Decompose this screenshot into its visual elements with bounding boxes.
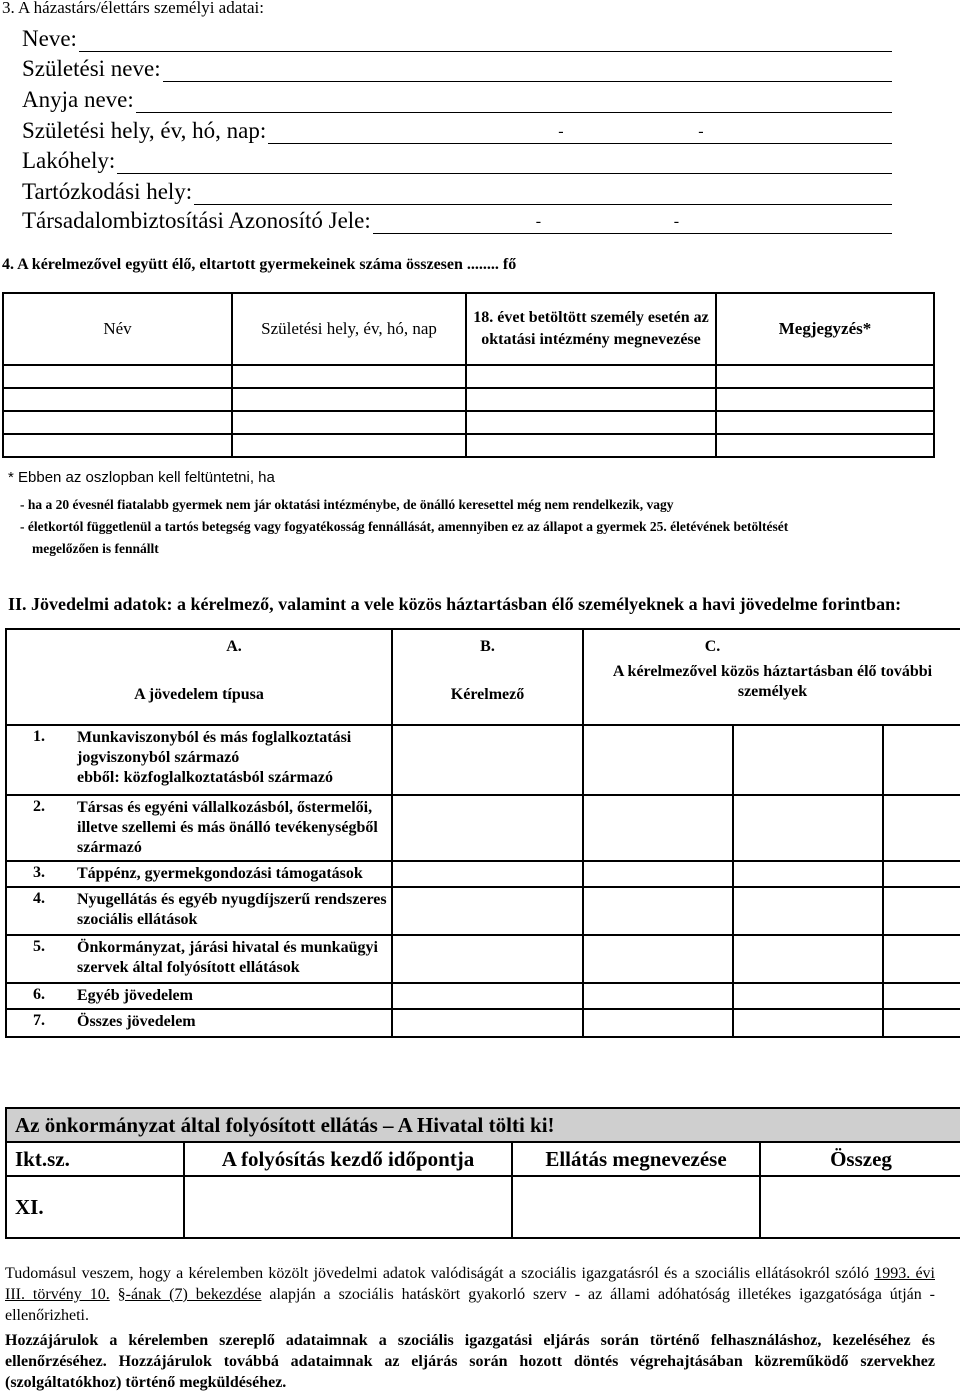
child-cell[interactable] <box>716 434 934 457</box>
office-cell[interactable] <box>512 1176 760 1238</box>
income-row <box>6 983 960 1009</box>
income-row <box>6 861 960 887</box>
income-cell[interactable] <box>583 887 733 935</box>
field-input-line[interactable] <box>268 113 892 144</box>
child-cell[interactable] <box>232 411 466 434</box>
field-input-line[interactable] <box>194 174 892 205</box>
income-row-label-line: Egyéb jövedelem <box>77 987 193 1004</box>
child-cell[interactable] <box>3 434 232 457</box>
field-input-line[interactable] <box>117 143 892 174</box>
col-letter-b: B. <box>480 638 495 655</box>
income-cell[interactable] <box>883 725 960 795</box>
income-cell[interactable] <box>392 795 583 861</box>
income-cell[interactable] <box>733 983 883 1009</box>
income-cell[interactable] <box>733 1009 883 1037</box>
office-col-benefit: Ellátás megnevezése <box>512 1142 760 1176</box>
income-cell[interactable] <box>583 861 733 887</box>
child-cell[interactable] <box>232 365 466 388</box>
income-row-label <box>73 725 392 795</box>
income-cell[interactable] <box>392 935 583 983</box>
child-cell[interactable] <box>466 434 716 457</box>
income-cell[interactable] <box>583 983 733 1009</box>
income-row-label-line: Nyugellátás és egyéb nyugdíjszerű rendszeres <box>77 891 387 908</box>
field-label: Anyja neve: <box>22 87 134 112</box>
field-separator: - <box>673 213 680 230</box>
field-separator: - <box>558 123 564 140</box>
field-label: Neve: <box>22 26 77 51</box>
declaration-paragraph-1: Tudomásul veszem, hogy a kérelemben közölt jövedelmi adatok valódiságát a szociális igazgatásról és a szociális ellátásokról szóló 1993. évi III. törvény 10. §-ának (7) bekezdése alapján a szociális hatáskört gyakorló szerv - az állami adóhatóság illetékes igazgatósága útján - ellenőrizheti. <box>5 1265 936 1324</box>
office-use-table <box>5 1107 960 1239</box>
col-header-others: A kérelmezővel közös háztartásban élő további személyek <box>612 663 933 700</box>
field-row <box>22 144 892 174</box>
office-row-label: XI. <box>6 1176 184 1238</box>
field-input-line[interactable] <box>163 51 892 82</box>
field-label: Lakóhely: <box>22 148 116 173</box>
income-row-label <box>73 983 392 1009</box>
footnote-title: * Ebben az oszlopban kell feltüntetni, ha <box>8 469 275 486</box>
child-cell[interactable] <box>466 388 716 411</box>
col-letter-c: C. <box>704 638 721 655</box>
income-cell[interactable] <box>733 795 883 861</box>
field-label: Születési neve: <box>22 56 161 81</box>
income-cell[interactable] <box>883 887 960 935</box>
income-row-number: 7. <box>6 1009 73 1037</box>
children-table <box>2 292 935 458</box>
income-cell[interactable] <box>883 1009 960 1037</box>
office-header: Az önkormányzat által folyósított ellátás – A Hivatal tölti ki! <box>6 1108 960 1142</box>
col-header-applicant: Kérelmező <box>450 686 525 703</box>
income-cell[interactable] <box>883 795 960 861</box>
income-row-label-line: Táppénz, gyermekgondozási támogatások <box>77 865 363 882</box>
law-link[interactable]: 1993. évi III. törvény 10. <box>5 1265 935 1303</box>
col-header-birth: Születési hely, év, hó, nap <box>232 293 466 365</box>
income-cell[interactable] <box>733 725 883 795</box>
income-cell[interactable] <box>733 861 883 887</box>
col-header-name: Név <box>3 293 232 365</box>
footnote-line: megelőzően is fennállt <box>32 541 159 556</box>
field-row <box>22 204 892 234</box>
field-input-line[interactable] <box>79 21 892 52</box>
child-cell[interactable] <box>3 411 232 434</box>
income-cell[interactable] <box>392 1009 583 1037</box>
col-header-type: A jövedelem típusa <box>134 686 264 703</box>
child-cell[interactable] <box>3 365 232 388</box>
income-cell[interactable] <box>883 983 960 1009</box>
income-row-label-line: illetve szellemi és más önálló tevékenységből <box>77 819 378 836</box>
field-row <box>22 83 892 113</box>
income-cell[interactable] <box>392 983 583 1009</box>
income-cell[interactable] <box>583 795 733 861</box>
child-cell[interactable] <box>3 388 232 411</box>
income-row-number: 3. <box>6 861 73 887</box>
field-input-line[interactable] <box>136 82 892 113</box>
income-cell[interactable] <box>733 935 883 983</box>
field-separator: - <box>535 213 542 230</box>
section4-title: 4. A kérelmezővel együtt élő, eltartott gyermekeinek száma összesen ........ fő <box>2 256 517 273</box>
income-row-label-line: ebből: közfoglalkoztatásból származó <box>77 769 333 786</box>
section2-title: II. Jövedelmi adatok: a kérelmező, valamint a vele közös háztartásban élő személyeknek a havi jövedelme forintban: <box>8 594 902 614</box>
child-cell[interactable] <box>232 388 466 411</box>
income-cell[interactable] <box>392 725 583 795</box>
footnote-line: - életkortól függetlenül a tartós betegség vagy fogyatékosság fennállását, amennyiben ez az állapot a gyermek 25. életévének betöltését <box>20 519 789 534</box>
income-cell[interactable] <box>883 935 960 983</box>
field-separator: - <box>698 123 704 140</box>
col-letter-a: A. <box>226 638 242 655</box>
field-label: Tartózkodási hely: <box>22 179 193 204</box>
footnote-line: - ha a 20 évesnél fiatalabb gyermek nem jár oktatási intézménybe, de önálló keresettel még nem rendelkezik, vagy <box>20 497 674 512</box>
income-row-label <box>73 1009 392 1037</box>
field-row <box>22 22 892 52</box>
child-cell[interactable] <box>716 365 934 388</box>
income-row-label-line: szervek által folyósított ellátások <box>77 959 300 976</box>
income-cell[interactable] <box>392 861 583 887</box>
income-row-label-line: származó <box>77 839 142 856</box>
income-row-label <box>73 861 392 887</box>
field-input-line[interactable] <box>373 203 892 234</box>
income-row <box>6 887 960 935</box>
child-cell[interactable] <box>716 411 934 434</box>
income-row-label-line: Munkaviszonyból és más foglalkoztatási <box>77 729 352 746</box>
income-row <box>6 725 960 795</box>
office-cell[interactable] <box>760 1176 960 1238</box>
income-cell[interactable] <box>392 887 583 935</box>
child-cell[interactable] <box>716 388 934 411</box>
income-cell[interactable] <box>583 1009 733 1037</box>
income-row-label <box>73 935 392 983</box>
income-row-label <box>73 887 392 935</box>
income-row <box>6 1009 960 1037</box>
income-row-label-line: jogviszonyból származó <box>77 749 240 766</box>
col-header-note: Megjegyzés* <box>716 293 934 365</box>
income-row-number: 4. <box>6 887 73 935</box>
income-row-label-line: Önkormányzat, járási hivatal és munkaügyi <box>77 939 378 956</box>
declaration-paragraph-2: Hozzájárulok a kérelemben szereplő adataimnak a szociális igazgatási eljárás során történő felhasználáshoz, kezeléséhez és ellenőrzéséhez. Hozzájárulok továbbá adataimnak az eljárás során hozott döntés végrehajtásában közreműködő szervekhez (szolgáltatókhoz) történő megküldéséhez. <box>5 1332 935 1391</box>
income-cell[interactable] <box>883 861 960 887</box>
income-row-label-line: Összes jövedelem <box>77 1013 196 1030</box>
income-row-label <box>73 795 392 861</box>
child-cell[interactable] <box>466 411 716 434</box>
child-cell[interactable] <box>232 434 466 457</box>
income-cell[interactable] <box>583 725 733 795</box>
income-cell[interactable] <box>733 887 883 935</box>
office-col-start-date: A folyósítás kezdő időpontja <box>184 1142 512 1176</box>
field-row <box>22 175 892 205</box>
office-col-iktsz: Ikt.sz. <box>6 1142 184 1176</box>
section3-title: 3. A házastárs/élettárs személyi adatai: <box>2 0 264 17</box>
income-cell[interactable] <box>583 935 733 983</box>
income-table <box>5 628 960 1038</box>
income-row-number: 1. <box>6 725 73 795</box>
office-cell[interactable] <box>184 1176 512 1238</box>
child-cell[interactable] <box>466 365 716 388</box>
income-row-number: 6. <box>6 983 73 1009</box>
field-label: Születési hely, év, hó, nap: <box>22 118 267 143</box>
income-row <box>6 935 960 983</box>
office-col-amount: Összeg <box>760 1142 960 1176</box>
income-row-number: 2. <box>6 795 73 861</box>
col-header-school: 18. évet betöltött személy esetén az oktatási intézmény megnevezése <box>466 293 716 365</box>
section-link[interactable]: §-ának (7) bekezdése <box>117 1286 262 1303</box>
income-row <box>6 795 960 861</box>
field-row <box>22 52 892 82</box>
income-row-label-line: szociális ellátások <box>77 911 198 928</box>
income-row-label-line: Társas és egyéni vállalkozásból, őstermelői, <box>77 799 373 816</box>
field-label: Társadalombiztosítási Azonosító Jele: <box>22 208 371 233</box>
field-row <box>22 114 892 144</box>
income-row-number: 5. <box>6 935 73 983</box>
